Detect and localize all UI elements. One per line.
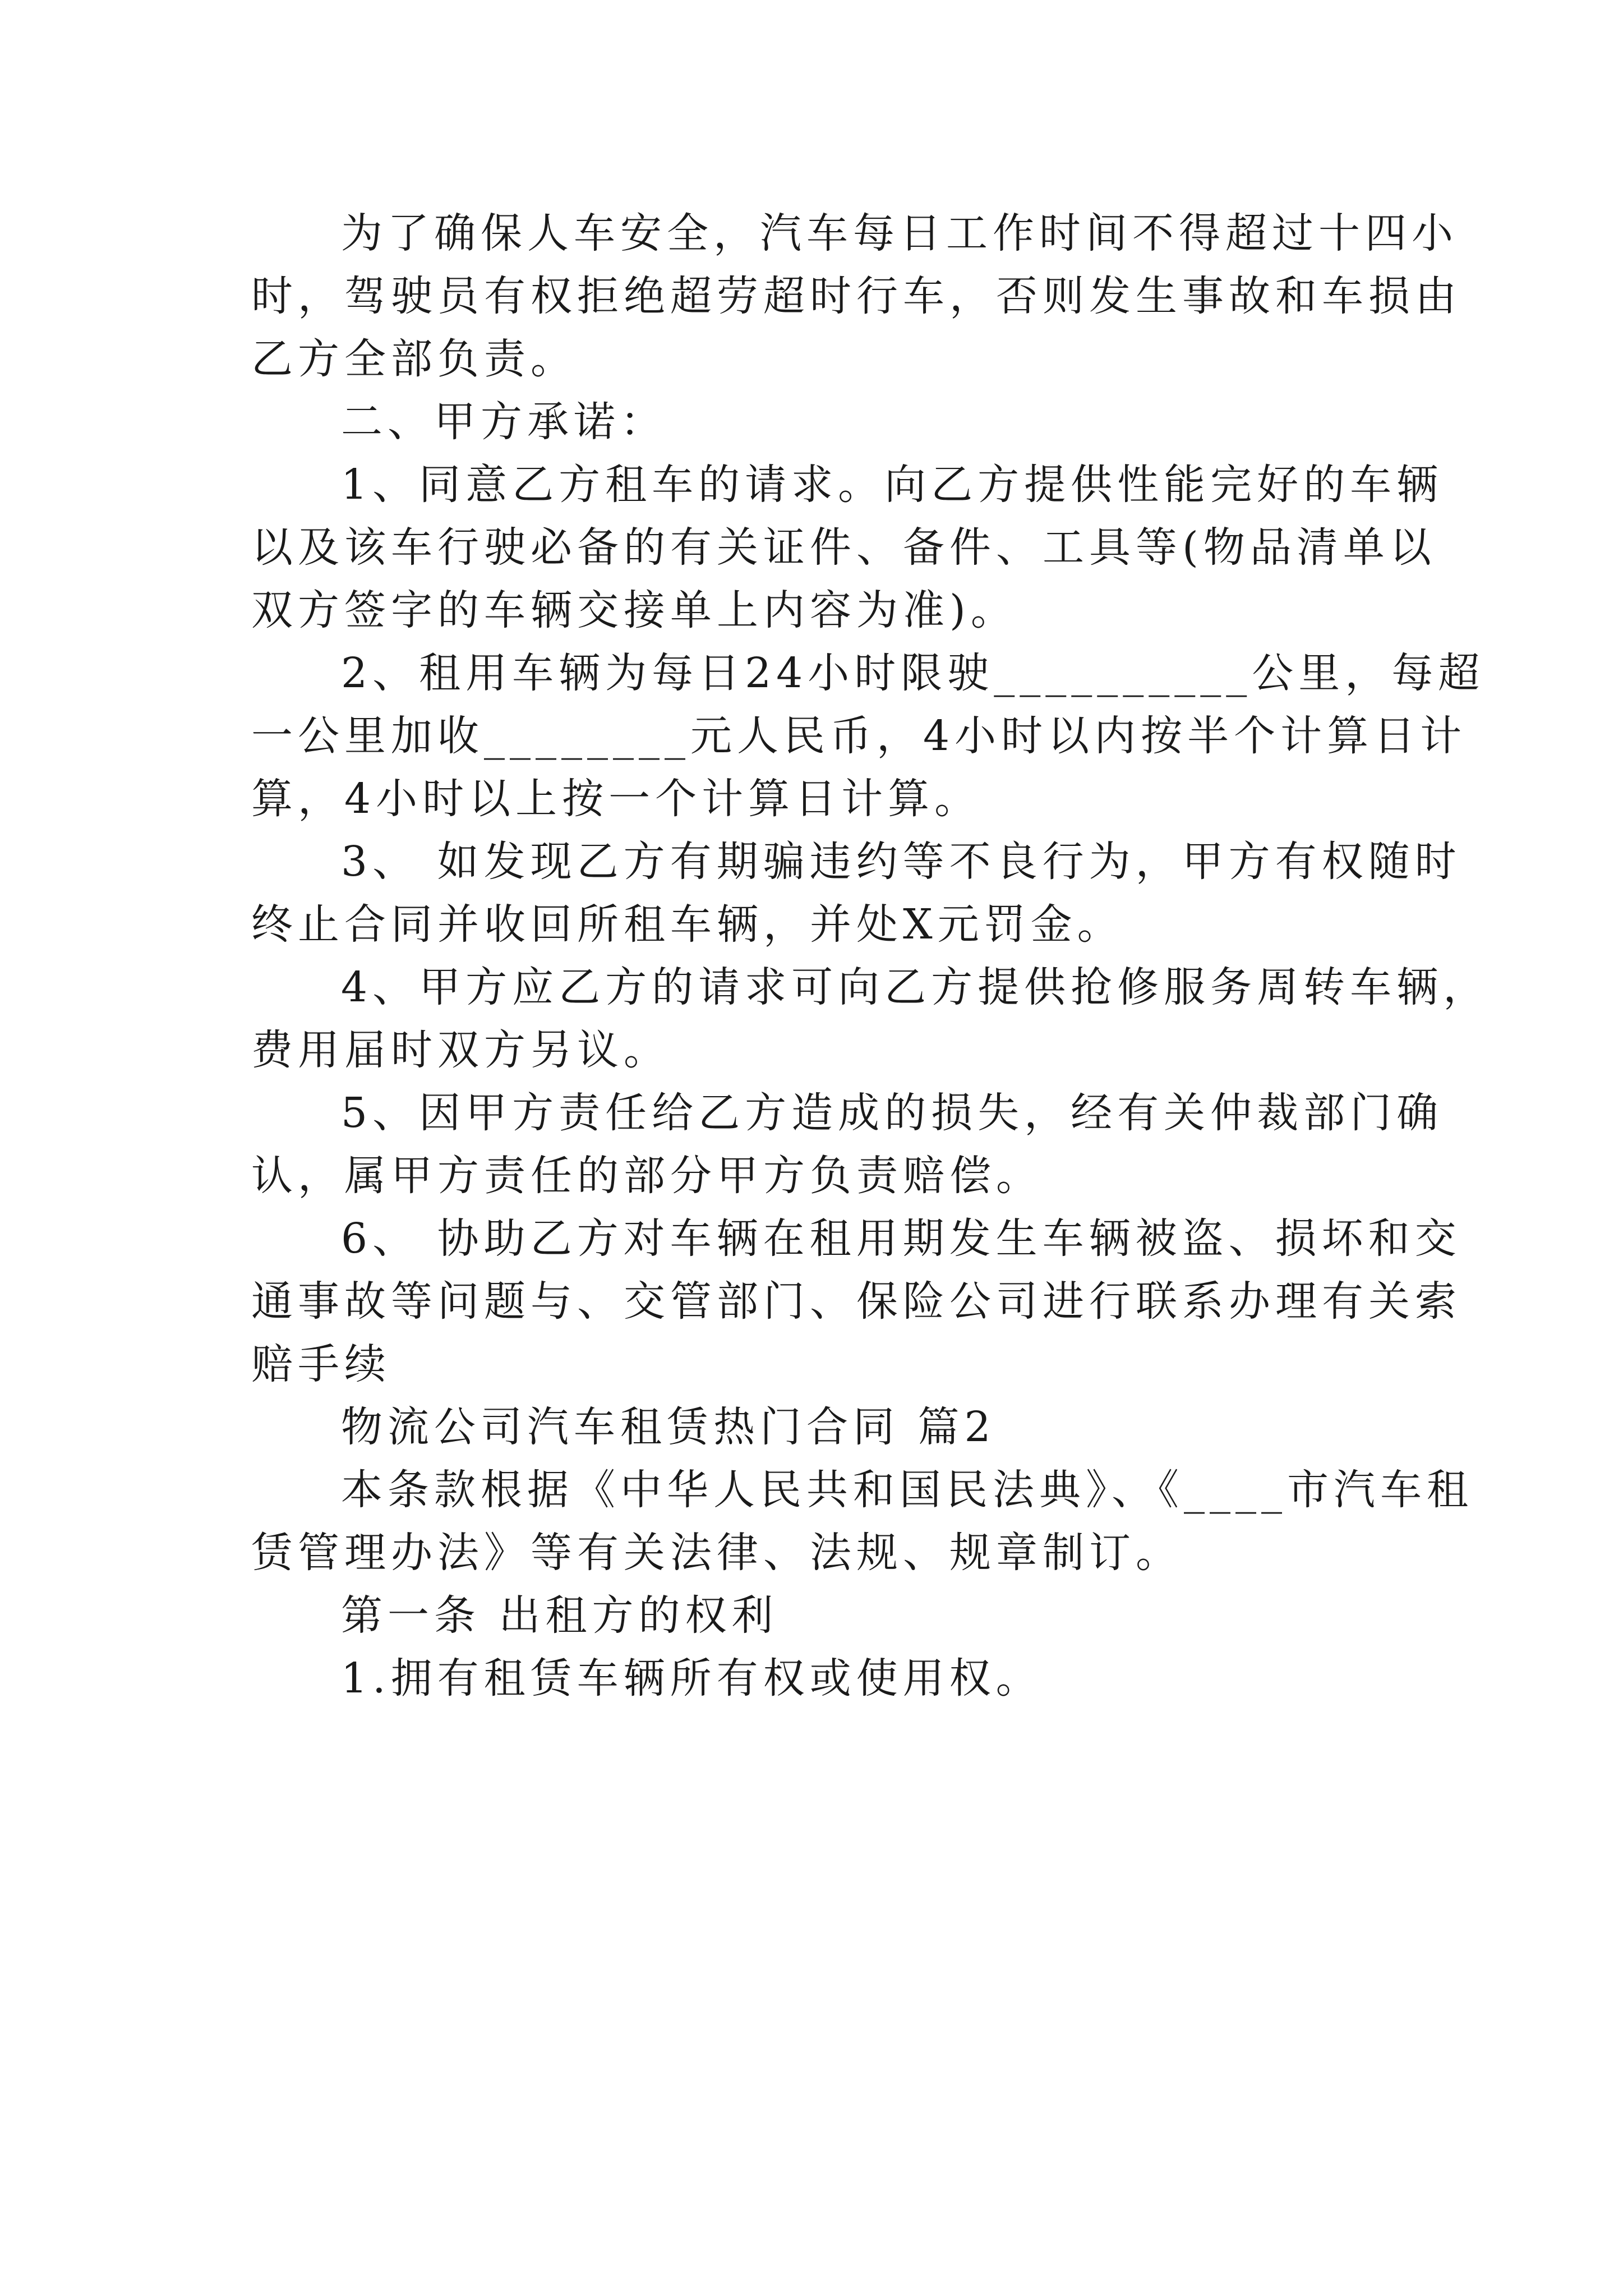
paragraph-line: 认，属甲方责任的部分甲方负责赔偿。 bbox=[251, 1152, 1043, 1200]
paragraph-line: 赔手续 bbox=[251, 1340, 391, 1388]
paragraph-line: 费用届时双方另议。 bbox=[251, 1026, 670, 1074]
paragraph-line: 2、租用车辆为每日24小时限驶__________公里，每超 bbox=[341, 649, 1485, 697]
paragraph-line: 赁管理办法》等有关法律、法规、规章制订。 bbox=[251, 1529, 1182, 1577]
section-heading: 二、甲方承诺： bbox=[341, 398, 667, 446]
paragraph-line: 算，4小时以上按一个计算日计算。 bbox=[251, 775, 981, 823]
paragraph-line: 一公里加收________元人民币，4小时以内按半个计算日计 bbox=[251, 712, 1467, 760]
paragraph-line: 4、甲方应乙方的请求可向乙方提供抢修服务周转车辆， bbox=[341, 963, 1490, 1011]
paragraph-line: 以及该车行驶必备的有关证件、备件、工具等(物品清单以 bbox=[251, 523, 1436, 572]
paragraph-line: 终止合同并收回所租车辆，并处X元罚金。 bbox=[251, 900, 1124, 949]
article-heading: 第一条 出租方的权利 bbox=[341, 1591, 778, 1640]
document-body bbox=[251, 202, 1490, 1710]
paragraph-line: 5、因甲方责任给乙方造成的损失，经有关仲裁部门确 bbox=[341, 1089, 1444, 1137]
paragraph-line: 通事故等问题与、交管部门、保险公司进行联系办理有关索 bbox=[251, 1277, 1461, 1326]
paragraph-line: 时，驾驶员有权拒绝超劳超时行车，否则发生事故和车损由 bbox=[251, 272, 1461, 320]
paragraph-line: 3、 如发现乙方有期骗违约等不良行为，甲方有权随时 bbox=[341, 838, 1461, 886]
contract-title: 物流公司汽车租赁热门合同 篇2 bbox=[341, 1403, 996, 1451]
paragraph-line: 为了确保人车安全，汽车每日工作时间不得超过十四小 bbox=[341, 209, 1458, 257]
paragraph-line: 双方签字的车辆交接单上内容为准)。 bbox=[251, 586, 1017, 634]
paragraph-line: 6、 协助乙方对车辆在租用期发生车辆被盗、损坏和交 bbox=[341, 1214, 1461, 1263]
paragraph-line: 1、同意乙方租车的请求。向乙方提供性能完好的车辆 bbox=[341, 461, 1444, 509]
paragraph-line: 1.拥有租赁车辆所有权或使用权。 bbox=[341, 1654, 1043, 1703]
paragraph-line: 乙方全部负责。 bbox=[251, 335, 577, 383]
paragraph-line: 本条款根据《中华人民共和国民法典》、《____市汽车租 bbox=[341, 1466, 1473, 1514]
